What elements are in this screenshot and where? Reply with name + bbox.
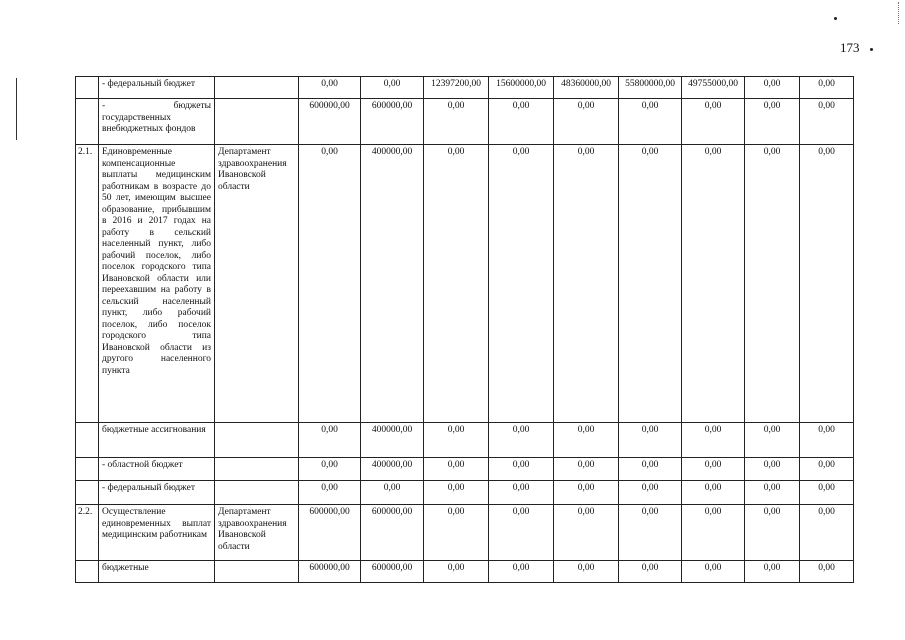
table-row	[76, 77, 854, 99]
row-index: 2.2.	[76, 505, 99, 561]
value-cell: 0,00	[299, 458, 361, 481]
value-cell: 0,00	[554, 145, 619, 423]
value-cell: 0,00	[745, 505, 800, 561]
value-cell: 0,00	[619, 561, 682, 583]
value-cell: 0,00	[361, 77, 424, 99]
value-cell: 0,00	[299, 423, 361, 458]
value-cell: 0,00	[682, 423, 745, 458]
value-cell: 0,00	[745, 99, 800, 145]
row-index	[76, 458, 99, 481]
value-cell: 0,00	[682, 505, 745, 561]
value-cell: 600000,00	[361, 561, 424, 583]
value-cell: 600000,00	[361, 99, 424, 145]
value-cell: 48360000,00	[554, 77, 619, 99]
value-cell: 0,00	[800, 458, 854, 481]
value-cell: 0,00	[745, 423, 800, 458]
table-row	[76, 99, 854, 145]
value-cell: 0,00	[424, 145, 489, 423]
scan-edge-mark	[898, 2, 900, 24]
scan-margin-mark	[16, 78, 17, 140]
value-cell: 0,00	[489, 99, 554, 145]
value-cell: 0,00	[682, 99, 745, 145]
row-name: - федеральный бюджет	[99, 77, 215, 99]
value-cell: 0,00	[554, 99, 619, 145]
row-index	[76, 99, 99, 145]
row-department	[215, 561, 299, 583]
value-cell: 15600000,00	[489, 77, 554, 99]
table-row	[76, 423, 854, 458]
value-cell: 0,00	[489, 505, 554, 561]
value-cell: 0,00	[489, 561, 554, 583]
value-cell: 0,00	[682, 145, 745, 423]
value-cell: 0,00	[745, 481, 800, 505]
value-cell: 0,00	[800, 561, 854, 583]
value-cell: 0,00	[800, 423, 854, 458]
row-department	[215, 77, 299, 99]
table-row	[76, 145, 854, 423]
value-cell: 0,00	[489, 423, 554, 458]
row-department: Департамент здравоохранения Ивановской области	[215, 505, 299, 561]
table-row	[76, 505, 854, 561]
value-cell: 0,00	[554, 423, 619, 458]
row-name: Осуществление единовременных выплат медицинским работникам	[99, 505, 215, 561]
value-cell: 0,00	[619, 423, 682, 458]
value-cell: 0,00	[554, 561, 619, 583]
row-name: бюджетные ассигнования	[99, 423, 215, 458]
value-cell: 0,00	[745, 145, 800, 423]
value-cell: 0,00	[361, 481, 424, 505]
value-cell: 0,00	[745, 77, 800, 99]
value-cell: 400000,00	[361, 145, 424, 423]
value-cell: 0,00	[299, 77, 361, 99]
value-cell: 400000,00	[361, 423, 424, 458]
scan-speck	[834, 17, 837, 20]
value-cell: 0,00	[424, 423, 489, 458]
table-row	[76, 561, 854, 583]
value-cell: 0,00	[554, 481, 619, 505]
value-cell: 400000,00	[361, 458, 424, 481]
table-row	[76, 481, 854, 505]
row-department	[215, 99, 299, 145]
value-cell: 600000,00	[299, 561, 361, 583]
row-name: - федеральный бюджет	[99, 481, 215, 505]
value-cell: 0,00	[489, 481, 554, 505]
value-cell: 0,00	[682, 458, 745, 481]
value-cell: 0,00	[489, 145, 554, 423]
value-cell: 0,00	[745, 458, 800, 481]
table-row	[76, 458, 854, 481]
row-department	[215, 481, 299, 505]
value-cell: 0,00	[489, 458, 554, 481]
row-index	[76, 423, 99, 458]
value-cell: 0,00	[299, 481, 361, 505]
value-cell: 0,00	[800, 481, 854, 505]
value-cell: 0,00	[800, 77, 854, 99]
value-cell: 0,00	[619, 505, 682, 561]
value-cell: 600000,00	[361, 505, 424, 561]
row-department: Департамент здравоохранения Ивановской области	[215, 145, 299, 423]
value-cell: 0,00	[619, 99, 682, 145]
value-cell: 0,00	[682, 561, 745, 583]
page-number: 173	[840, 40, 860, 55]
row-name: - областной бюджет	[99, 458, 215, 481]
value-cell: 0,00	[424, 458, 489, 481]
value-cell: 0,00	[619, 145, 682, 423]
value-cell: 0,00	[800, 505, 854, 561]
value-cell: 55800000,00	[619, 77, 682, 99]
row-name: бюджетные	[99, 561, 215, 583]
row-index	[76, 481, 99, 505]
value-cell: 0,00	[554, 505, 619, 561]
value-cell: 0,00	[800, 145, 854, 423]
value-cell: 0,00	[800, 99, 854, 145]
row-index	[76, 77, 99, 99]
value-cell: 0,00	[424, 481, 489, 505]
value-cell: 0,00	[619, 458, 682, 481]
value-cell: 0,00	[619, 481, 682, 505]
value-cell: 0,00	[299, 145, 361, 423]
row-department	[215, 423, 299, 458]
value-cell: 12397200,00	[424, 77, 489, 99]
value-cell: 600000,00	[299, 99, 361, 145]
value-cell: 0,00	[745, 561, 800, 583]
row-department	[215, 458, 299, 481]
value-cell: 0,00	[424, 505, 489, 561]
scan-speck	[870, 48, 873, 51]
value-cell: 0,00	[424, 99, 489, 145]
value-cell: 0,00	[424, 561, 489, 583]
budget-table	[75, 76, 854, 583]
value-cell: 49755000,00	[682, 77, 745, 99]
value-cell: 600000,00	[299, 505, 361, 561]
row-index	[76, 561, 99, 583]
row-index: 2.1.	[76, 145, 99, 423]
row-name: - бюджеты государственных внебюджетных фондов	[99, 99, 215, 145]
value-cell: 0,00	[682, 481, 745, 505]
value-cell: 0,00	[554, 458, 619, 481]
row-name: Единовременные компенсационные выплаты медицинским работникам в возрасте до 50 лет, имеющим высшее образование, прибывшим в 2016 и 2017 годах на работу в сельский населенный пункт, либо рабочий поселок, либо поселок городского типа Ивановской области или переехавшим на работу в сельский населенный пункт, либо рабочий поселок, либо поселок городского типа Ивановской области из другого населенного пункта	[99, 145, 215, 423]
